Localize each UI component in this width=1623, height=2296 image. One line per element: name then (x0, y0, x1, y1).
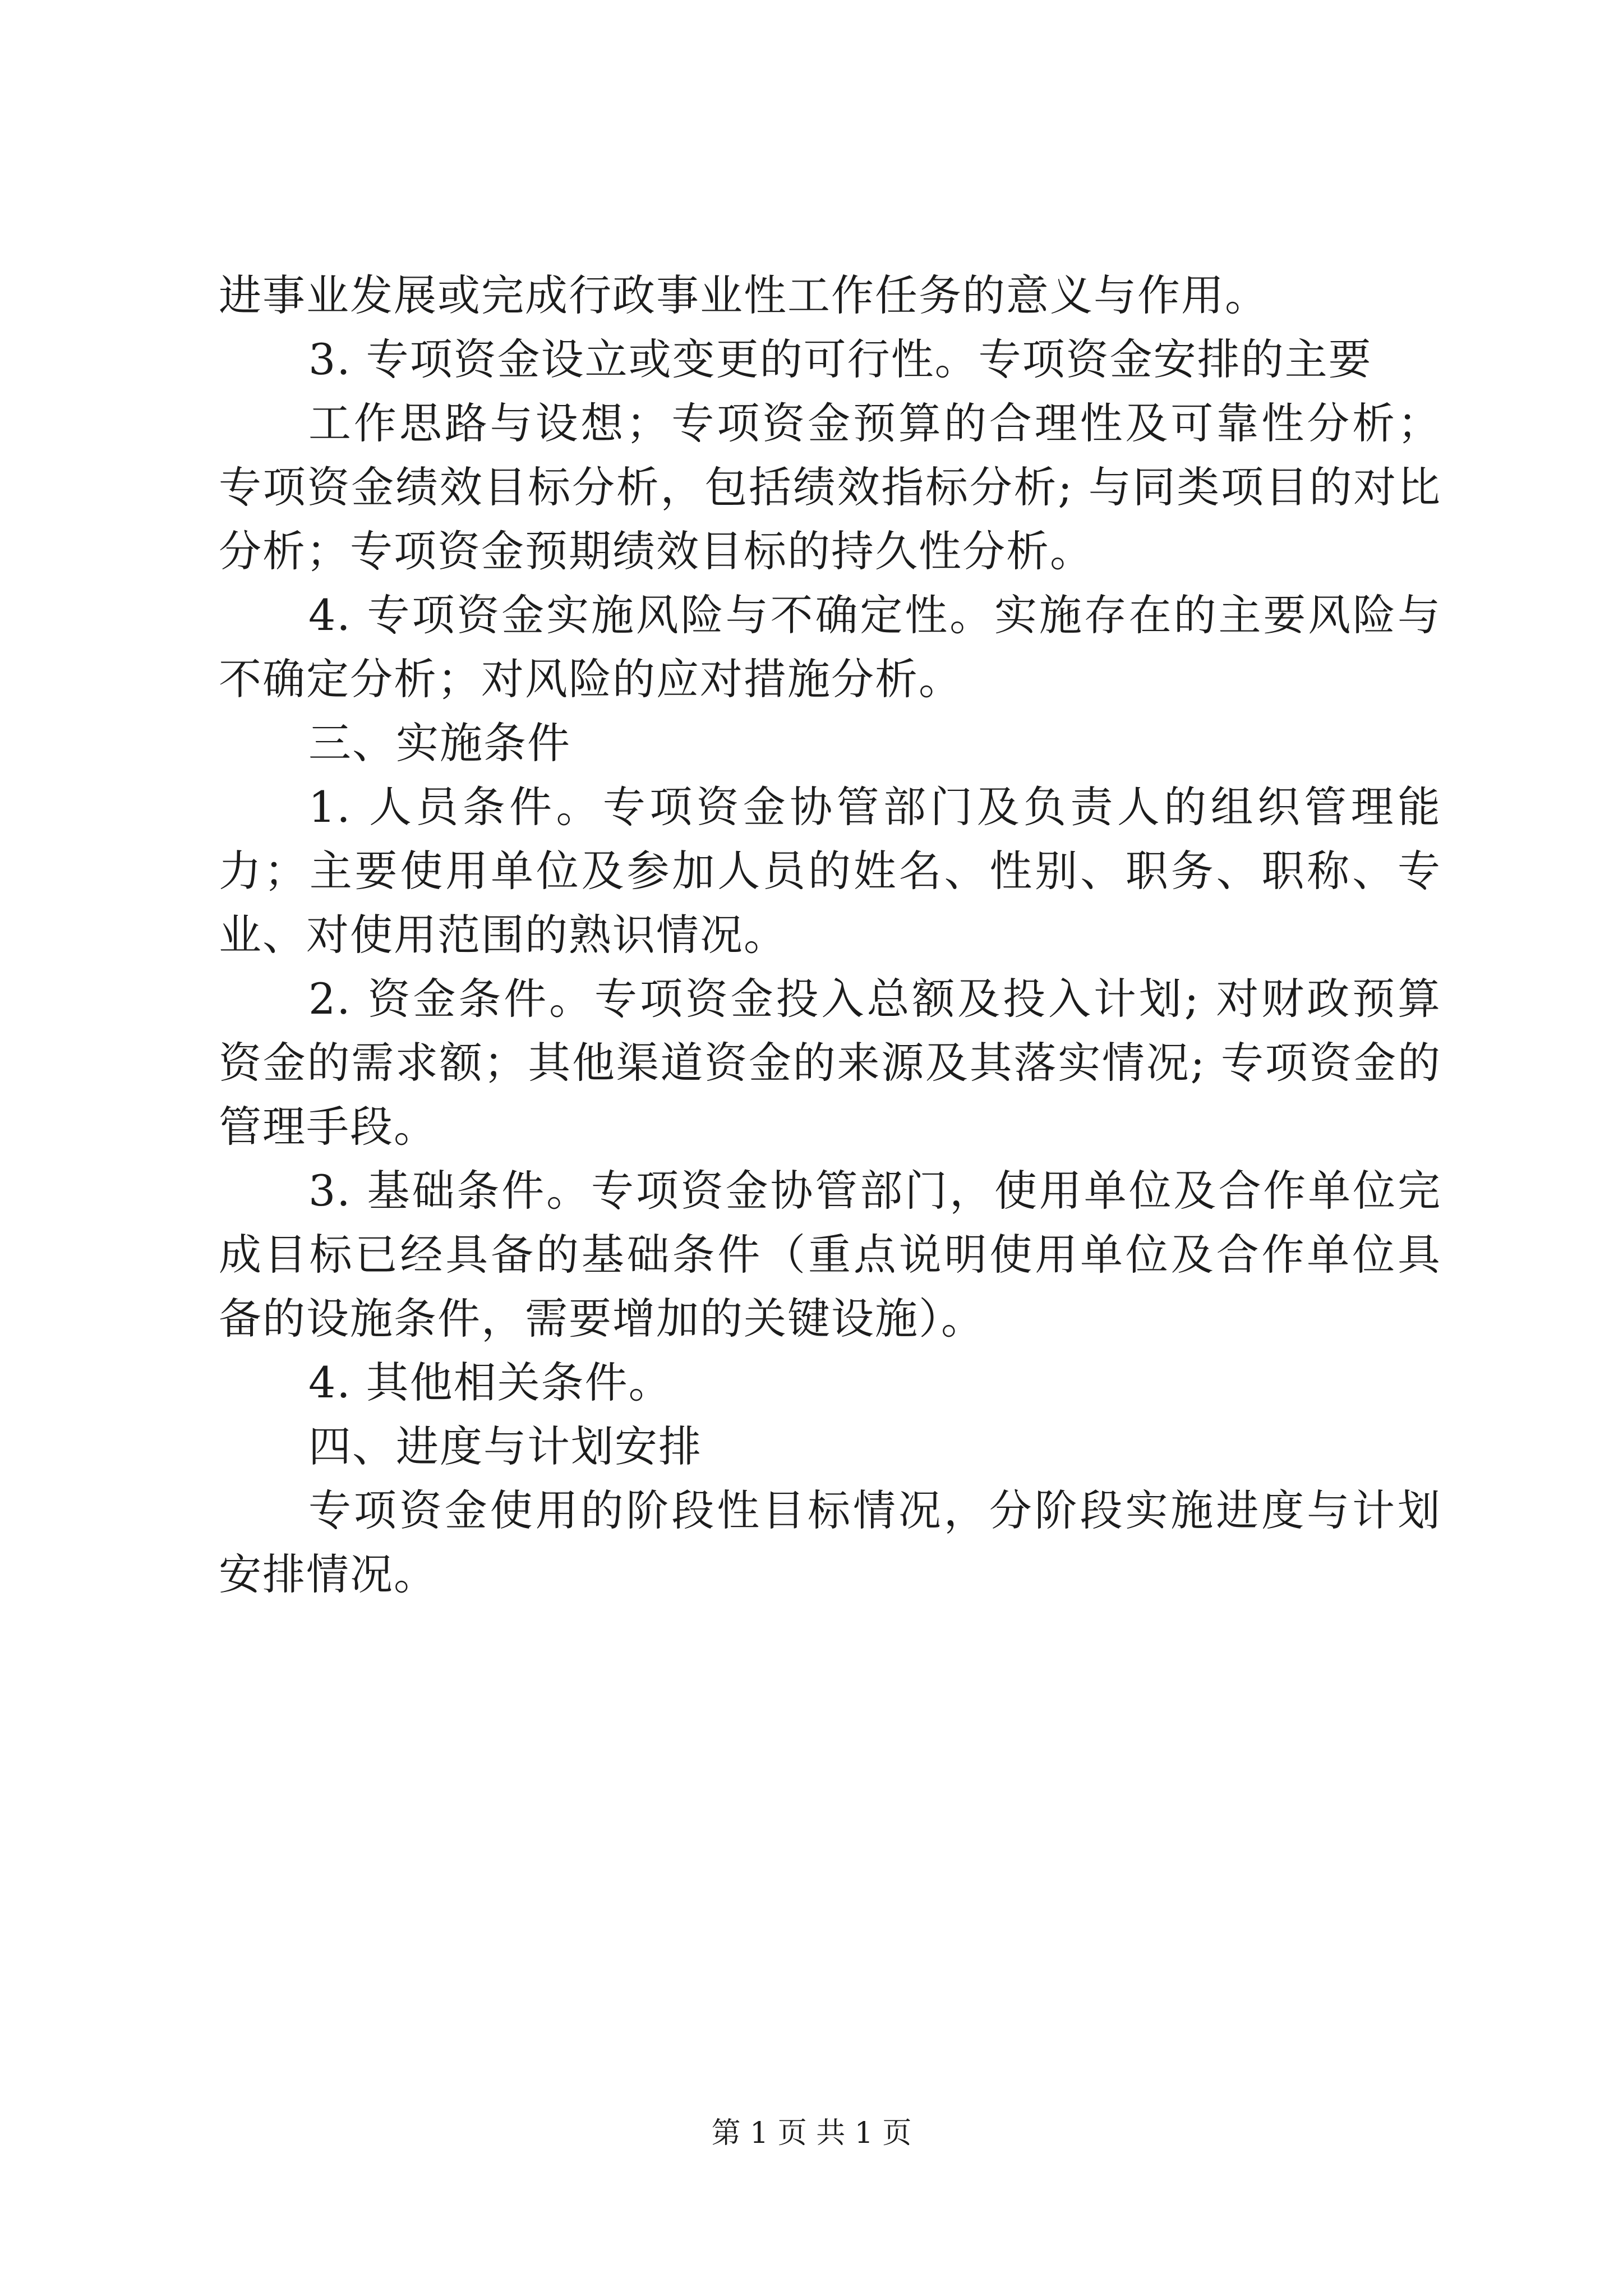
paragraph-feasibility-body: 工作思路与设想；专项资金预算的合理性及可靠性分析；专项资金绩效目标分析，包括绩效指标分析; 与同类项目的对比分析；专项资金预期绩效目标的持久性分析。 (219, 398, 1441, 576)
paragraph-schedule: 专项资金使用的阶段性目标情况，分阶段实施进度与计划安排情况。 (219, 1485, 1441, 1599)
page-footer (0, 2109, 1623, 2151)
page-number-label: 第 1 页 共 1 页 (711, 2116, 912, 2150)
paragraph-funding: 2. 资金条件。专项资金投入总额及投入计划; 对财政预算资金的需求额；其他渠道资金的来源及其落实情况; 专项资金的管理手段。 (219, 974, 1441, 1152)
section-heading-schedule: 四、进度与计划安排 (308, 1421, 702, 1471)
paragraph-infrastructure: 3. 基础条件。专项资金协管部门，使用单位及合作单位完成目标已经具备的基础条件（重点说明使用单位及合作单位具备的设施条件，需要增加的关键设施）。 (219, 1166, 1441, 1343)
section-heading-conditions: 三、实施条件 (308, 718, 571, 768)
document-body (219, 264, 1441, 1607)
paragraph-personnel: 1. 人员条件。专项资金协管部门及负责人的组织管理能力；主要使用单位及参加人员的姓名、性别、职务、职称、专业、对使用范围的熟识情况。 (219, 782, 1441, 960)
paragraph-other-conditions: 4. 其他相关条件。 (308, 1358, 672, 1407)
paragraph-continuation: 进事业发展或完成行政事业性工作任务的意义与作用。 (219, 270, 1269, 320)
paragraph-feasibility-heading: 3. 专项资金设立或变更的可行性。专项资金安排的主要 (308, 334, 1372, 384)
paragraph-risk: 4. 专项资金实施风险与不确定性。实施存在的主要风险与不确定分析；对风险的应对措施分析。 (219, 590, 1441, 704)
